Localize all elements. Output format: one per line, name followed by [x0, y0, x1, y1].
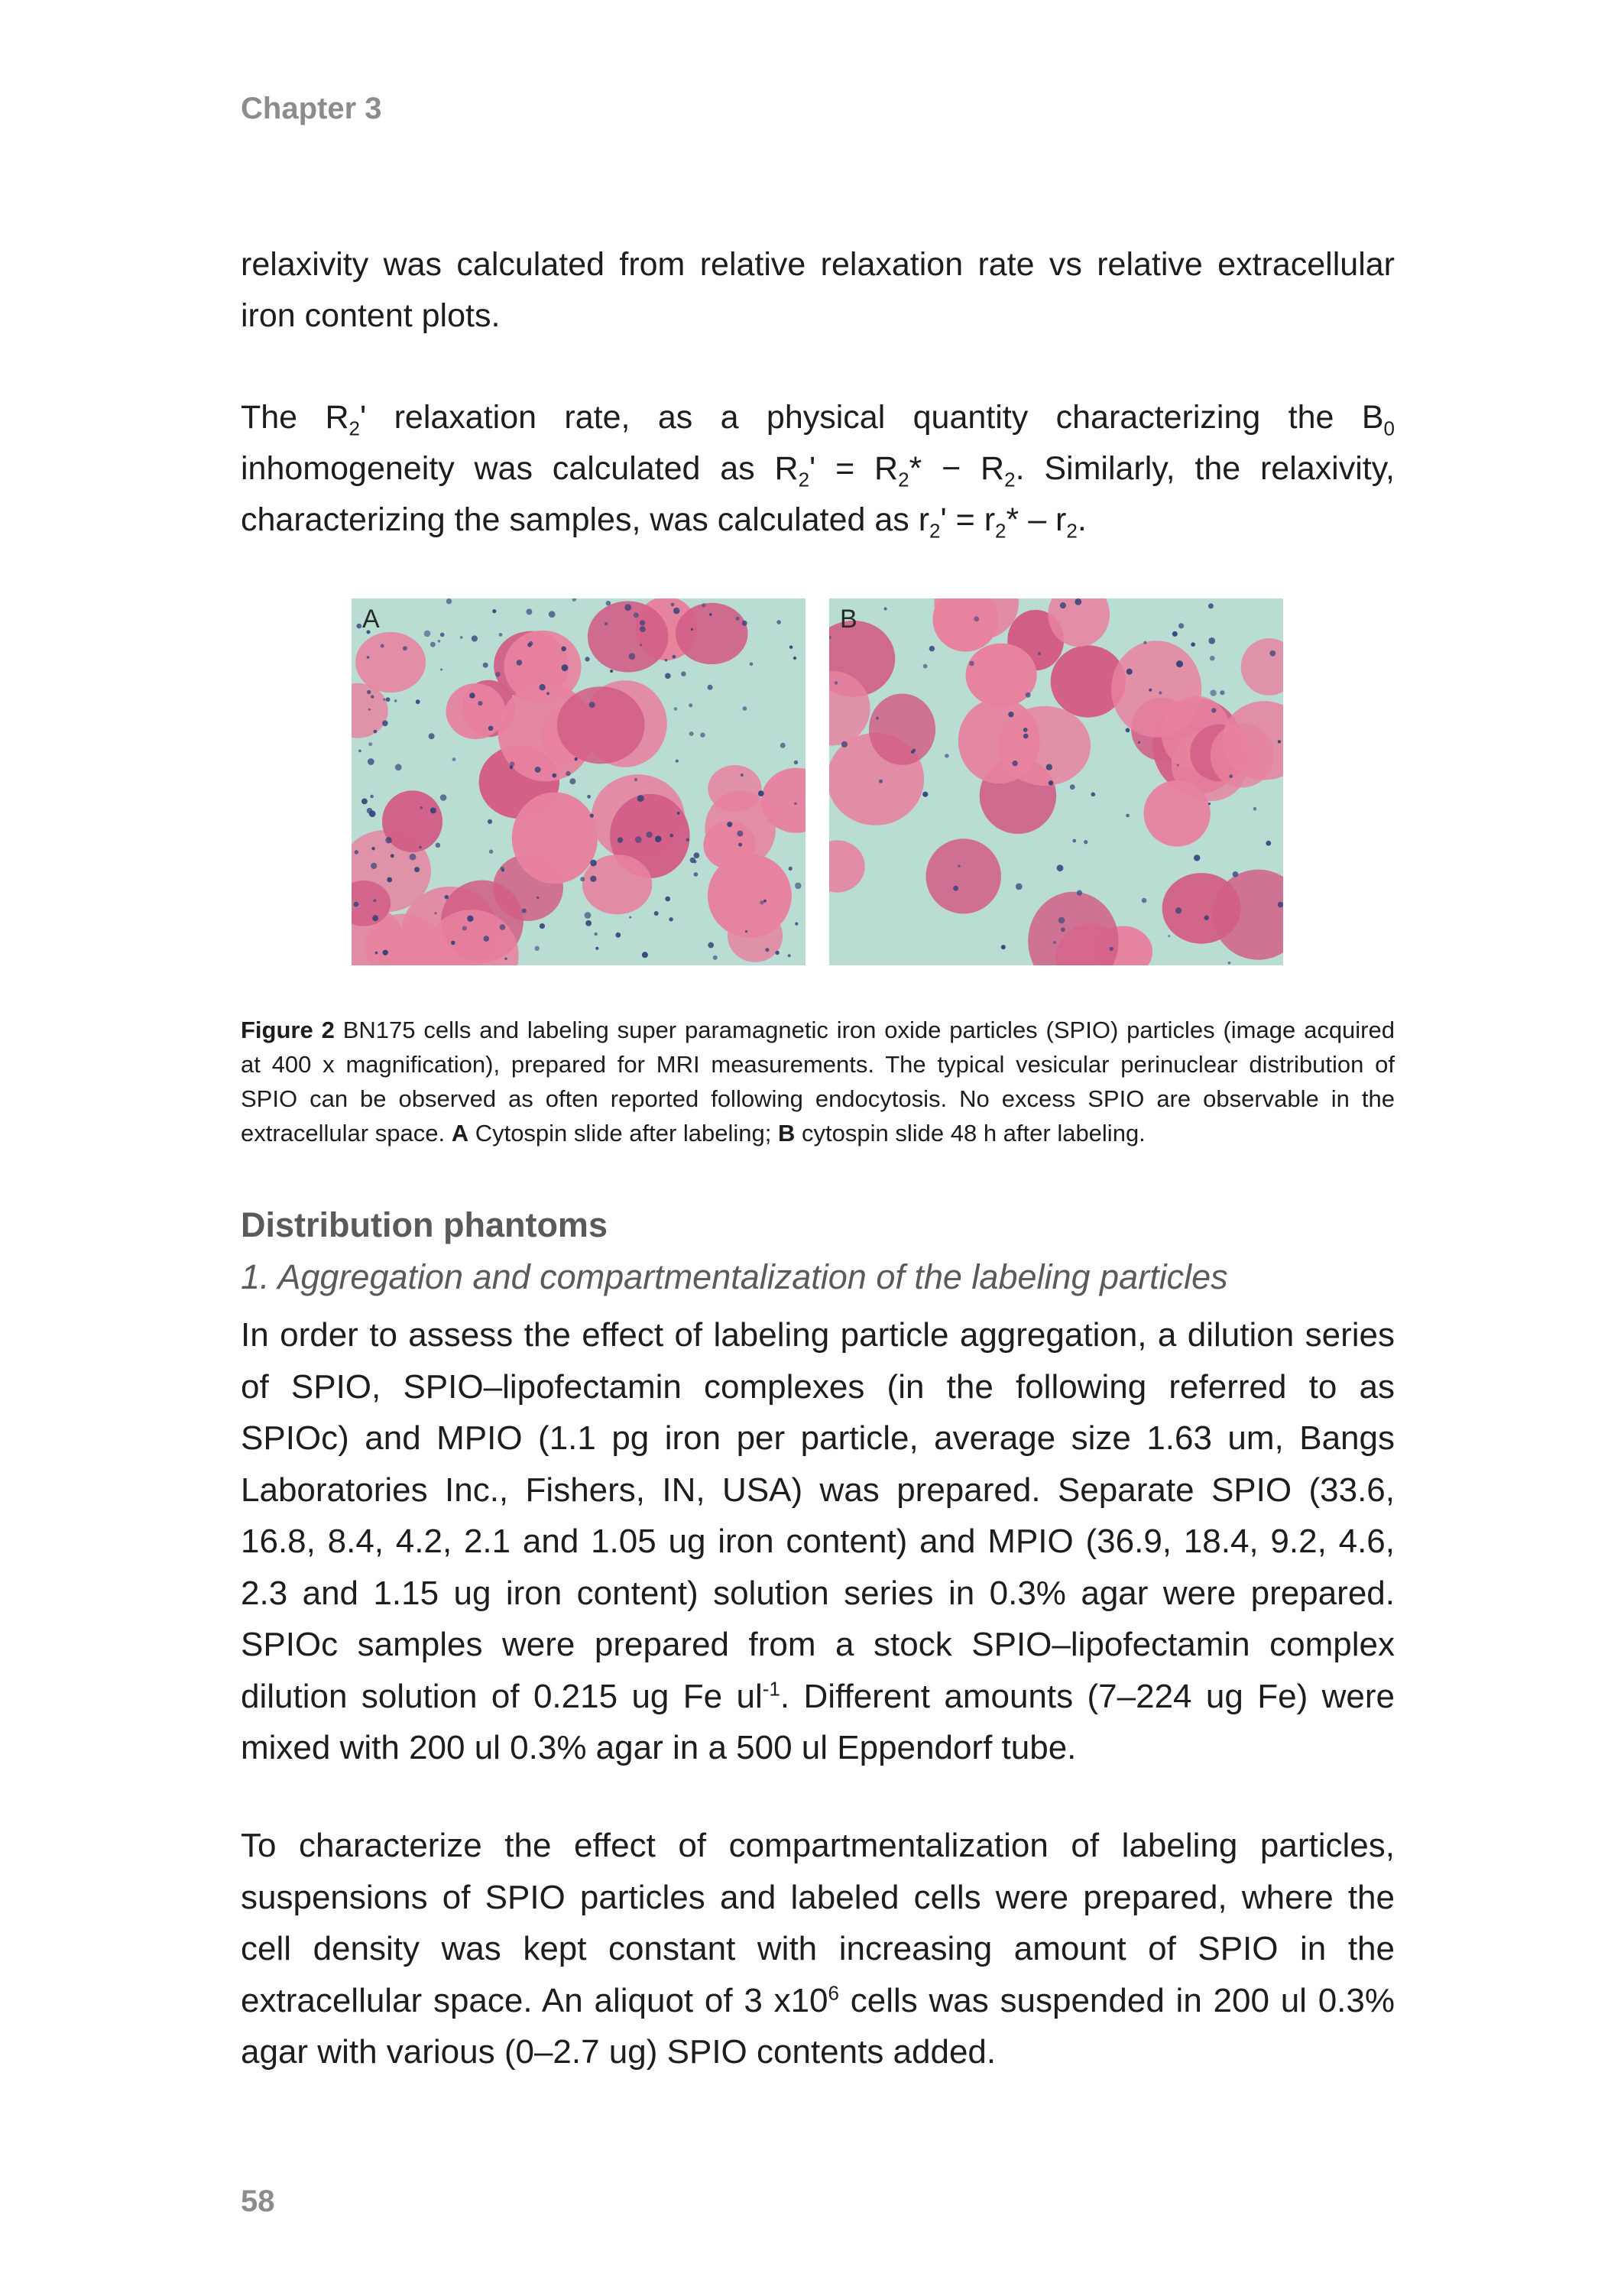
iron-particle [665, 673, 671, 679]
iron-particle [488, 726, 494, 731]
iron-particle [416, 699, 420, 704]
iron-particle [618, 837, 623, 842]
iron-particle [1253, 807, 1257, 811]
iron-particle [383, 950, 388, 955]
iron-particle [1001, 945, 1006, 949]
iron-particle [665, 897, 670, 902]
figure-caption: Figure 2 BN175 cells and labeling super paramagnetic iron oxide particles (SPIO) particles (image acquired at 400 x magnification), prepared for MRI measurements. The typical vesicular perinuclear distribution of SPIO can be observed as often reported following endocytosis. No excess SPIO are observable in the extracellular space. A Cytospin slide after labeling; B cytospin slide 48 h after labeling. [241, 1017, 1395, 1146]
iron-particle [635, 836, 642, 843]
iron-particle [775, 951, 779, 955]
iron-particle [386, 697, 391, 702]
iron-particle [510, 761, 514, 766]
iron-particle [750, 663, 754, 666]
iron-particle [430, 807, 436, 813]
iron-particle [694, 852, 700, 858]
iron-particle [371, 695, 374, 698]
iron-particle [489, 850, 493, 854]
iron-particle [539, 684, 545, 690]
iron-particle [610, 670, 613, 673]
chapter-header: Chapter 3 [241, 92, 382, 125]
cell [1211, 723, 1274, 787]
cell [446, 683, 506, 739]
iron-particle [1178, 623, 1184, 628]
paragraph-r2-prime: The $R_2'$ relaxation rate, as a physical quantity characterizing the $B_0$ inhomogeneity was calculated as $R_2' = R_2* - R_2$. Similarly, the relaxivity, characterizing the samples, was calculated as $r_2' = r_2* - r_2$. [241, 399, 1395, 543]
iron-particle [884, 607, 887, 610]
iron-particle [743, 706, 747, 711]
iron-particle [674, 707, 677, 710]
iron-particle [361, 799, 368, 805]
iron-particle [1026, 692, 1031, 698]
iron-particle [430, 642, 436, 647]
iron-particle [367, 808, 373, 814]
iron-particle [382, 721, 388, 727]
iron-particle [676, 760, 679, 763]
iron-particle [440, 794, 447, 801]
iron-particle [517, 660, 522, 665]
panel-b-label: B [840, 605, 857, 634]
iron-particle [478, 701, 483, 705]
iron-particle [640, 644, 642, 646]
iron-particle [737, 831, 743, 837]
iron-particle [1023, 728, 1028, 732]
iron-particle [580, 877, 585, 881]
iron-particle [634, 778, 637, 781]
iron-particle [549, 611, 556, 618]
iron-particle [727, 822, 732, 827]
iron-particle [669, 917, 673, 921]
iron-particle [765, 948, 769, 952]
iron-particle [483, 663, 488, 668]
iron-particle [1061, 927, 1065, 932]
iron-particle [606, 601, 611, 605]
iron-particle [876, 717, 879, 720]
iron-particle [760, 900, 763, 904]
iron-particle [1126, 669, 1133, 675]
iron-particle [789, 646, 793, 649]
iron-particle [391, 854, 394, 858]
iron-particle [1077, 890, 1082, 896]
iron-particle [522, 909, 527, 913]
iron-particle [694, 860, 697, 863]
iron-particle [794, 761, 798, 764]
iron-particle [469, 692, 475, 699]
cell [708, 765, 761, 812]
iron-particle [540, 923, 545, 929]
iron-particle [1023, 734, 1029, 739]
iron-particle [394, 699, 397, 702]
iron-particle [440, 669, 442, 671]
iron-particle [655, 835, 662, 842]
iron-particle [410, 854, 417, 861]
iron-particle [1211, 708, 1216, 712]
iron-particle [569, 778, 575, 784]
subsection-title: 1. Aggregation and compartmentalization of the labeling particles [241, 1257, 1228, 1296]
iron-particle [629, 916, 631, 919]
iron-particle [788, 954, 791, 957]
iron-particle [1142, 898, 1147, 903]
iron-particle [387, 877, 392, 883]
iron-particle [1220, 690, 1224, 695]
iron-particle [526, 608, 532, 615]
iron-particle [445, 895, 449, 900]
iron-particle [354, 902, 359, 907]
figure-panel-a [352, 598, 806, 965]
iron-particle [595, 932, 598, 936]
iron-particle [590, 814, 594, 818]
iron-particle [460, 636, 463, 639]
iron-particle [419, 846, 421, 848]
iron-particle [1091, 793, 1096, 797]
iron-particle [911, 751, 914, 754]
iron-particle [742, 621, 747, 626]
iron-particle [671, 603, 675, 607]
iron-particle [708, 685, 713, 690]
iron-particle [677, 812, 680, 815]
iron-particle [974, 616, 979, 621]
iron-particle [713, 955, 718, 960]
iron-particle [741, 774, 744, 777]
iron-particle [1016, 884, 1023, 890]
iron-particle [434, 912, 436, 914]
iron-particle [1008, 712, 1013, 717]
iron-particle [357, 624, 362, 629]
iron-particle [1208, 603, 1214, 608]
iron-particle [451, 941, 455, 945]
iron-particle [587, 795, 591, 799]
iron-particle [953, 886, 958, 891]
iron-particle [383, 699, 385, 701]
iron-particle [367, 656, 370, 659]
iron-particle [590, 860, 597, 867]
iron-particle [776, 620, 781, 624]
iron-particle [590, 876, 596, 882]
iron-particle [446, 598, 452, 604]
cell [382, 790, 442, 852]
iron-particle [566, 771, 570, 776]
iron-particle [1172, 631, 1178, 637]
paragraph-compartmentalization: To characterize the effect of compartmentalization of labeling particles, suspensions of SPIO particles and labeled cells were prepared, where the cell density was kept constant with increasing amount of SPIO in the extracellular space. An aliquot of 3 $x10^6$ cells was suspended in 200 ul 0.3% agar with various (0–2.7 ug) SPIO contents added. [241, 1827, 1395, 2071]
cell [926, 838, 1001, 913]
iron-particle [795, 923, 798, 926]
iron-particle [589, 702, 595, 708]
panel-a-label: A [362, 605, 380, 634]
iron-particle [758, 790, 764, 796]
iron-particle [438, 640, 441, 643]
iron-particle [462, 926, 467, 930]
iron-particle [1194, 855, 1200, 861]
iron-particle [552, 774, 556, 778]
iron-particle [1176, 660, 1183, 667]
cell [588, 602, 669, 673]
iron-particle [500, 924, 506, 930]
iron-particle [472, 635, 478, 641]
iron-particle [1057, 864, 1064, 871]
iron-particle [504, 958, 507, 960]
iron-particle [794, 803, 797, 806]
iron-particle [436, 843, 441, 848]
iron-particle [575, 757, 578, 761]
iron-particle [1168, 935, 1170, 937]
paragraph-dilution-series: In order to assess the effect of labeling particle aggregation, a dilution series of SPIO, SPIO–lipofectamin complexes (in the following referred to as SPIOc) and MPIO (1.1 pg iron per particle, average size 1.63 um, Bangs Laboratories Inc., Fishers, IN, USA) was prepared. Separate SPIO (33.6, 16.8, 8.4, 4.2, 2.1 and 1.05 ug iron content) and MPIO (36.9, 18.4, 9.2, 4.6, 2.3 and 1.15 ug iron content) solution series in 0.3% agar were prepared. SPIOc samples were prepared from a stock SPIO–lipofectamin complex dilution solution of 0.215 ug Fe $ul^{-1}$. Different amounts (7–224 ug Fe) were mixed with 200 ul 0.3% agar in a 500 ul Eppendorf tube. [241, 1316, 1395, 1766]
iron-particle [1084, 840, 1088, 844]
iron-particle [1138, 741, 1140, 744]
iron-particle [1278, 740, 1281, 743]
iron-particle [780, 743, 786, 748]
iron-particle [605, 622, 608, 625]
iron-particle [375, 952, 378, 955]
iron-particle [585, 912, 592, 919]
iron-particle [673, 608, 679, 614]
iron-particle [1075, 598, 1081, 605]
iron-particle [1278, 902, 1283, 907]
iron-particle [381, 644, 384, 648]
iron-particle [789, 867, 793, 871]
iron-particle [702, 603, 705, 607]
iron-particle [1210, 689, 1216, 696]
iron-particle [368, 742, 372, 746]
iron-particle [1266, 841, 1271, 846]
iron-particle [1208, 637, 1215, 644]
iron-particle [535, 767, 541, 773]
iron-particle [793, 657, 796, 660]
iron-particle [420, 806, 423, 809]
cell [869, 694, 935, 765]
cell [557, 686, 645, 764]
iron-particle [562, 664, 569, 671]
iron-particle [1126, 814, 1130, 818]
iron-particle [642, 952, 648, 958]
iron-particle [1204, 916, 1209, 920]
iron-particle [691, 628, 693, 631]
iron-particle [624, 604, 631, 611]
iron-particle [763, 900, 767, 903]
micrograph-a [352, 598, 806, 965]
iron-particle [371, 847, 374, 850]
iron-particle [1210, 656, 1215, 661]
paragraph-relaxivity-intro: relaxivity was calculated from relative relaxation rate vs relative extracellular iron content plots. [241, 246, 1395, 334]
iron-particle [681, 671, 686, 676]
iron-particle [536, 897, 539, 899]
iron-particle [646, 832, 652, 838]
iron-particle [585, 657, 589, 661]
iron-particle [1177, 764, 1179, 767]
iron-particle [637, 795, 644, 802]
iron-particle [527, 643, 532, 647]
iron-particle [1126, 728, 1130, 732]
figure-2 [352, 598, 1280, 965]
cell [355, 632, 426, 692]
cell [1111, 641, 1201, 737]
iron-particle [629, 653, 636, 660]
iron-particle [835, 681, 838, 684]
cell [1144, 780, 1211, 847]
iron-particle [368, 709, 371, 711]
cell [703, 821, 755, 869]
iron-particle [689, 731, 694, 736]
iron-particle [1175, 907, 1182, 913]
page-number: 58 [241, 2184, 275, 2218]
iron-particle [358, 750, 361, 753]
iron-particle [615, 932, 621, 938]
iron-particle [1229, 774, 1233, 778]
iron-particle [373, 899, 376, 902]
iron-particle [735, 617, 739, 621]
iron-particle [686, 838, 689, 842]
iron-particle [499, 633, 503, 637]
iron-particle [1053, 941, 1056, 944]
iron-particle [738, 843, 742, 847]
iron-particle [501, 867, 504, 871]
iron-particle [385, 837, 391, 843]
iron-particle [1159, 691, 1162, 694]
iron-particle [958, 865, 960, 868]
figure-panel-b [829, 598, 1283, 965]
iron-particle [709, 613, 712, 616]
iron-particle [595, 947, 598, 950]
iron-particle [795, 883, 802, 890]
iron-particle [1143, 641, 1146, 644]
iron-particle [484, 936, 490, 942]
iron-particle [355, 850, 358, 854]
iron-particle [1070, 784, 1075, 790]
cell [512, 793, 598, 884]
iron-particle [923, 664, 928, 669]
iron-particle [452, 757, 456, 761]
iron-particle [370, 795, 374, 799]
iron-particle [440, 633, 445, 637]
iron-particle [561, 647, 566, 652]
iron-particle [1208, 803, 1211, 805]
figure-label: Figure 2 [241, 1017, 335, 1043]
iron-particle [634, 612, 639, 618]
iron-particle [414, 867, 420, 872]
iron-particle [371, 863, 377, 869]
iron-particle [708, 942, 714, 949]
iron-particle [368, 758, 374, 765]
iron-particle [1269, 650, 1276, 657]
iron-particle [1012, 761, 1017, 766]
iron-particle [535, 946, 540, 951]
iron-particle [488, 819, 492, 824]
iron-particle [495, 672, 500, 676]
cell [676, 603, 748, 664]
iron-particle [395, 764, 402, 770]
iron-particle [1058, 917, 1065, 924]
iron-particle [424, 631, 431, 637]
iron-particle [879, 780, 883, 783]
iron-particle [403, 646, 407, 650]
cell [966, 644, 1037, 707]
iron-particle [546, 692, 549, 695]
iron-particle [1060, 602, 1066, 608]
iron-particle [665, 659, 668, 662]
iron-particle [640, 626, 646, 632]
cell [999, 706, 1091, 786]
iron-particle [689, 703, 692, 707]
iron-particle [492, 609, 496, 613]
iron-particle [372, 915, 378, 921]
iron-particle [585, 920, 592, 926]
iron-particle [367, 690, 371, 694]
iron-particle [745, 930, 747, 932]
iron-particle [694, 872, 699, 877]
iron-particle [673, 655, 676, 659]
iron-particle [1191, 642, 1195, 647]
iron-particle [1072, 839, 1076, 843]
iron-particle [1046, 764, 1052, 770]
iron-particle [1228, 962, 1231, 965]
iron-particle [1233, 871, 1239, 877]
iron-particle [1110, 947, 1113, 951]
iron-particle [1149, 689, 1152, 692]
iron-particle [841, 741, 848, 748]
iron-particle [1038, 652, 1042, 656]
iron-particle [467, 916, 473, 922]
iron-particle [669, 834, 673, 838]
iron-particle [374, 730, 378, 734]
iron-particle [922, 792, 928, 797]
iron-particle [640, 620, 645, 625]
iron-particle [969, 661, 974, 666]
iron-particle [1049, 780, 1053, 785]
iron-particle [700, 732, 705, 737]
micrograph-b [829, 598, 1283, 965]
section-title: Distribution phantoms [241, 1205, 608, 1244]
iron-particle [429, 733, 435, 739]
iron-particle [945, 754, 948, 757]
iron-particle [929, 646, 935, 651]
iron-particle [654, 911, 659, 916]
